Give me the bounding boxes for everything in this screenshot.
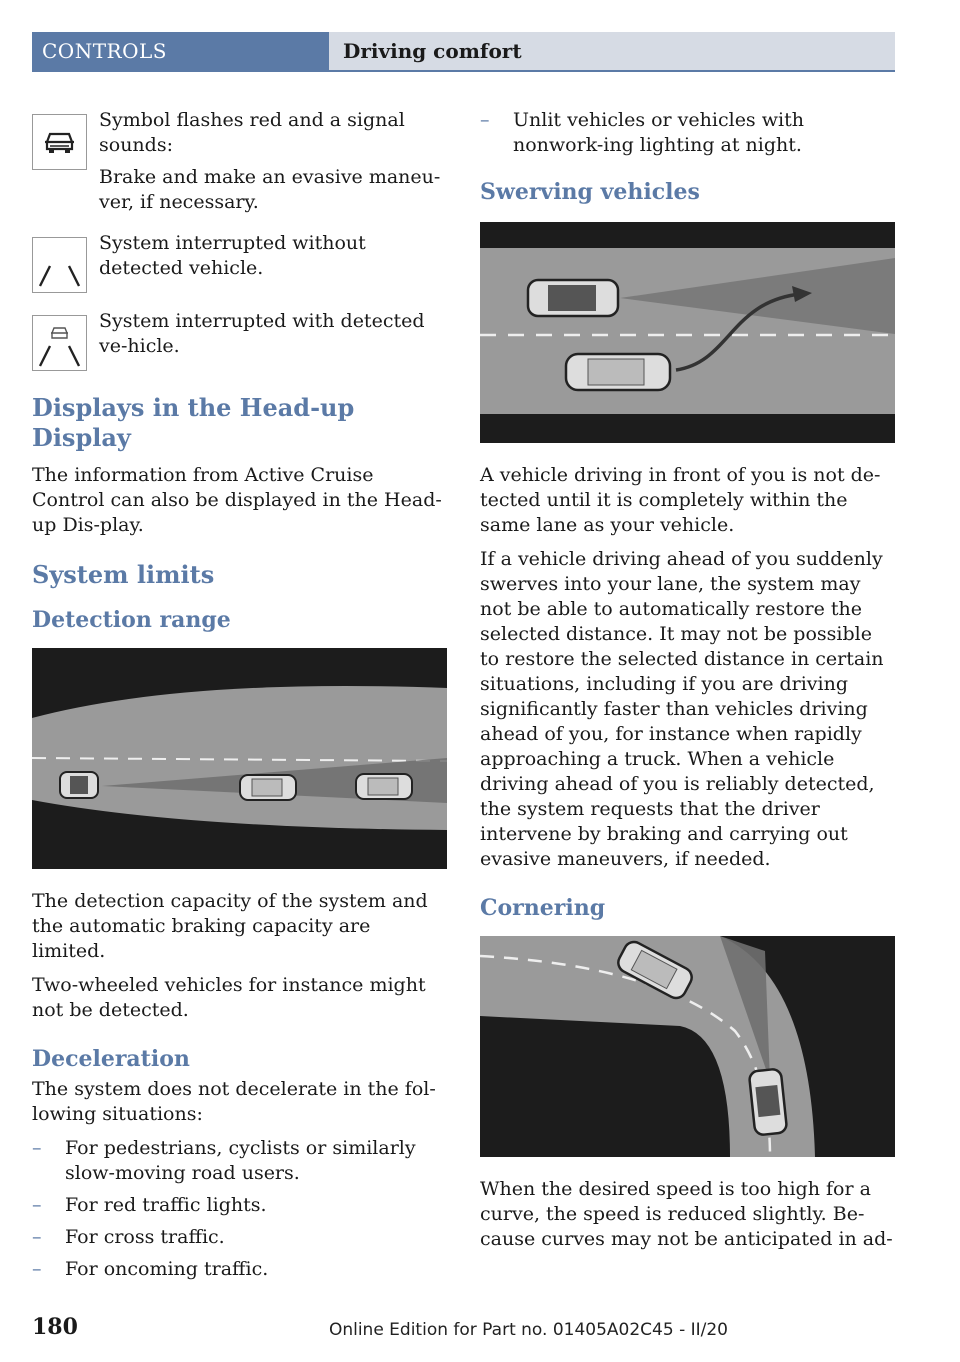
page-number: 180	[32, 1314, 78, 1340]
car-ahead	[240, 775, 296, 800]
symbol-row	[32, 108, 447, 215]
topic-tab: Driving comfort	[329, 32, 895, 70]
symbol-text: System interrupted without detected vehicle.	[99, 232, 366, 279]
list-item: – For red traffic lights.	[32, 1193, 447, 1218]
own-car	[60, 772, 98, 798]
header-rule	[32, 70, 895, 72]
lane-lines-with-car-icon	[32, 315, 87, 371]
symbol-text: Brake and make an evasive maneu-ver, if necessary.	[99, 166, 441, 213]
system-limits-heading: System limits	[32, 560, 215, 589]
deceleration-list	[32, 1136, 447, 1282]
detection-range-heading: Detection range	[32, 607, 231, 633]
swerving-text: If a vehicle driving ahead of you suddenly swerves into your lane, the system may not be able to automatically restore the selected distance. It may not be possible to restore the selected distance in certain situations, including if you are driving significantly faster than vehicles driving ahead of you, for instance when rapidly approaching a truck. When a vehicle driving ahead of you is reliably detected, the system requests that the driver intervene by braking and carrying out evasive maneuvers, if needed.	[480, 548, 884, 870]
deceleration-intro: The system does not decelerate in the fol-lowing situations:	[32, 1078, 436, 1125]
swerving-heading: Swerving vehicles	[480, 179, 700, 205]
swerving-figure	[480, 222, 895, 443]
symbol-row	[32, 231, 447, 291]
swerving-text: A vehicle driving in front of you is not de-tected until it is completely within the same lane as your vehicle.	[480, 464, 881, 536]
detection-text: Two-wheeled vehicles for instance might not be detected.	[32, 974, 426, 1021]
car-far	[356, 774, 412, 799]
list-item: – For pedestrians, cyclists or similarly slow-moving road users.	[32, 1136, 447, 1186]
deceleration-heading: Deceleration	[32, 1046, 190, 1072]
swerving-car	[566, 354, 670, 390]
lane-lines-icon	[32, 237, 87, 293]
detection-range-figure	[32, 648, 447, 869]
right-column	[480, 108, 895, 1261]
own-car	[528, 280, 618, 316]
red-car-warning-icon	[32, 114, 87, 170]
deceleration-list-continued	[480, 108, 895, 158]
symbol-row	[32, 309, 447, 369]
cornering-text: When the desired speed is too high for a curve, the speed is reduced slightly. Be-cause curves may not be anticipated in ad-	[480, 1178, 893, 1250]
section-tab: CONTROLS	[32, 32, 329, 70]
list-item: – For cross traffic.	[32, 1225, 447, 1250]
list-item: – For oncoming traffic.	[32, 1257, 447, 1282]
hud-text: The information from Active Cruise Control can also be displayed in the Head-up Dis-play.	[32, 464, 442, 536]
left-column	[32, 108, 447, 1289]
symbol-text: System interrupted with detected ve-hicle.	[99, 310, 425, 357]
list-item: – Unlit vehicles or vehicles with nonwork-ing lighting at night.	[480, 108, 895, 158]
symbol-text: Symbol flashes red and a signal sounds:	[99, 109, 405, 156]
cornering-heading: Cornering	[480, 895, 606, 921]
hud-heading: Displays in the Head-up Display	[32, 393, 355, 452]
page-footer: Online Edition for Part no. 01405A02C45 - II/20	[328, 1320, 728, 1340]
own-car	[749, 1069, 788, 1136]
cornering-figure	[480, 936, 895, 1157]
detection-text: The detection capacity of the system and the automatic braking capacity are limited.	[32, 890, 428, 962]
